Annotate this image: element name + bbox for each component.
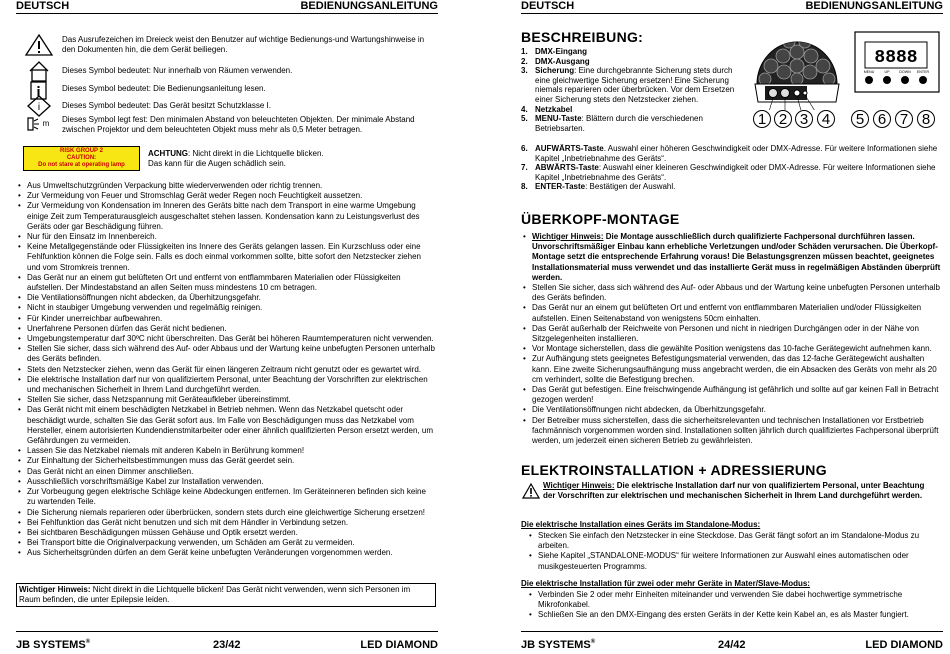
symbol-text-warning: Das Ausrufezeichen im Dreieck weist den Benutzer auf wichtige Bedienungs-und Wartungshinweise in den Dokumenten hin, die dem Gerät beiliegen. bbox=[62, 35, 425, 54]
elektro-warning-text: Die elektrische Installation darf nur von qualifiziertem Personal, unter Beachtung der Vorschriften zur elektrischen und mechanischen Sicherheit in Ihrem Land durchgeführt werden. bbox=[543, 481, 925, 500]
symbol-text-indoor: Dieses Symbol bedeutet: Nur innerhalb von Räumen verwenden. bbox=[62, 66, 293, 75]
safety-list bbox=[16, 181, 436, 559]
warning-label: Wichtiger Hinweis: bbox=[19, 585, 91, 594]
caution-text bbox=[148, 149, 428, 169]
callout-5: 5 bbox=[851, 110, 869, 128]
list-item: • Für Kinder unerreichbar aufbewahren. bbox=[16, 314, 436, 324]
header-doc-title: BEDIENUNGSANLEITUNG bbox=[805, 0, 943, 12]
list-item: • Stecken Sie einfach den Netzstecker in eine Steckdose. Das Gerät fängt sofort an im Standalone-Modus zu arbeiten. bbox=[527, 531, 933, 551]
list-item: • Stets den Netzstecker ziehen, wenn das Gerät für einen längeren Zeitraum nicht genutzt oder es gewartet wird. bbox=[16, 365, 436, 375]
symbol-text-manual: Dieses Symbol bedeutet: Die Bedienungsanleitung lesen. bbox=[62, 84, 266, 93]
list-item: • Das Gerät nur an einem gut belüfteten Ort und entfernt von entflammbaren Materialien und/oder Flüssigkeiten aufstellen. Einen Seitenabstand von wenigstens 50cm einhalten. bbox=[521, 303, 941, 323]
item-number: 3. bbox=[521, 66, 528, 76]
footer-product: LED DIAMOND bbox=[360, 639, 438, 651]
page-footer bbox=[16, 631, 438, 652]
callout-6: 6 bbox=[873, 110, 891, 128]
item-number: 4. bbox=[521, 104, 528, 114]
item-label: MENU-Taste bbox=[535, 114, 582, 124]
page-right bbox=[521, 0, 943, 654]
item-label: DMX-Ausgang bbox=[535, 56, 590, 66]
list-item: • Ausschließlich vorschriftsmäßige Kabel zur Installation verwenden. bbox=[16, 477, 436, 487]
list-item: • Stellen Sie sicher, dass sich während des Auf- oder Abbaus und der Wartung keine unbefugten Personen unterhalb des Geräts befinden. bbox=[521, 283, 941, 303]
item-text: : Bestätigen der Auswahl. bbox=[585, 182, 676, 192]
list-item: • Zur Aufhängung stets geeignetes Befestigungsmaterial verwenden, das das 12-fache Gerätegewicht aushalten kann. Eine zweite Sicherungsaufhängung muss angebracht werden, die ein Absacken des Geräts von mehr als 20 cm verhindert, sollte die Befestigung brechen. bbox=[521, 354, 941, 385]
page-left bbox=[16, 0, 438, 654]
callout-4: 4 bbox=[817, 110, 835, 128]
item-text: : Eine durchgebrannte Sicherung stets durch eine gleichwertige Sicherung ersetzen! Eine Sicherung niemals reparieren oder überbrücken. Vor dem Ersetzen einer Sicherung stets den Netzstecker ziehen. bbox=[535, 66, 735, 104]
header-doc-title: BEDIENUNGSANLEITUNG bbox=[300, 0, 438, 12]
footer-brand-text: JB SYSTEMS bbox=[521, 639, 591, 651]
item-number: 8. bbox=[521, 182, 528, 192]
product-illustration bbox=[743, 22, 943, 110]
list-item: • Umgebungstemperatur darf 30ºC nicht überschreiten. Das Gerät bei höheren Raumtemperaturen nicht verwenden. bbox=[16, 334, 436, 344]
list-item: • Die elektrische Installation darf nur von qualifiziertem Personal, unter Beachtung der Vorschriften zur elektrischen und mechanischen Sicherheit in Ihrem Land durchgeführt werden. bbox=[16, 375, 436, 395]
montage-warning-label: Wichtiger Hinweis: bbox=[532, 232, 604, 241]
svg-text:i: i bbox=[37, 102, 41, 113]
callout-8: 8 bbox=[917, 110, 935, 128]
standalone-list bbox=[527, 531, 933, 572]
item-label: ABWÄRTS-Taste bbox=[535, 163, 599, 173]
led-display: 8888 bbox=[874, 48, 918, 68]
warning-text: Nicht direkt in die Lichtquelle blicken! Das Gerät nicht verwenden, wenn sich Personen im Raum befinden, die unter Epilepsie leiden. bbox=[19, 585, 411, 604]
list-item: • Das Gerät gut befestigen. Eine freischwingende Aufhängung ist gefährlich und sollte auf gar keinen Fall in Betracht gezogen werden! bbox=[521, 385, 941, 405]
min-distance-icon bbox=[24, 112, 54, 134]
button-label-up: UP bbox=[884, 70, 890, 74]
item-label: ENTER-Taste bbox=[535, 182, 586, 192]
list-item: • Stellen Sie sicher, dass Netzspannung mit Geräteaufkleber übereinstimmt. bbox=[16, 395, 436, 405]
page-footer bbox=[521, 631, 943, 652]
item-number: 1. bbox=[521, 47, 528, 56]
footer-brand bbox=[521, 639, 595, 651]
section-title-elektro: ELEKTROINSTALLATION + ADRESSIERUNG bbox=[521, 462, 827, 478]
warning-triangle-icon bbox=[522, 483, 540, 499]
list-item bbox=[521, 182, 941, 192]
elektro-warning bbox=[543, 481, 935, 501]
footer-page-number: 23/42 bbox=[213, 639, 241, 651]
list-item: • Bei Fehlfunktion das Gerät nicht benutzen und sich mit dem Händler in Verbindung setzen. bbox=[16, 518, 436, 528]
footer-reg: ® bbox=[590, 639, 596, 645]
header-language: DEUTSCH bbox=[16, 0, 70, 12]
parts-list-continued bbox=[521, 144, 941, 192]
list-item: • Nicht in staubiger Umgebung verwenden und regelmäßig reinigen. bbox=[16, 303, 436, 313]
item-label: Netzkabel bbox=[535, 104, 573, 114]
list-item: • Unerfahrene Personen dürfen das Gerät nicht bedienen. bbox=[16, 324, 436, 334]
montage-list bbox=[521, 232, 941, 446]
list-item: • Bei sichtbaren Beschädigungen müssen Gehäuse und Optik ersetzt werden. bbox=[16, 528, 436, 538]
list-item: • Das Gerät nicht an einen Dimmer anschließen. bbox=[16, 467, 436, 477]
list-item bbox=[521, 163, 941, 182]
list-item bbox=[521, 144, 941, 163]
elektro-warning-label: Wichtiger Hinweis: bbox=[543, 481, 615, 490]
item-label: DMX-Eingang bbox=[535, 47, 587, 56]
list-item: • Zur Vermeidung von Feuer und Stromschlag Gerät weder Regen noch Feuchtigkeit aussetzen. bbox=[16, 191, 436, 201]
list-item: • Zur Einhaltung der Sicherheitsbestimmungen muss das Gerät geerdet sein. bbox=[16, 456, 436, 466]
standalone-subtitle: Die elektrische Installation eines Geräts im Standalone-Modus: bbox=[521, 520, 761, 529]
button-label-enter: ENTER bbox=[916, 70, 930, 74]
list-item: • Schließen Sie an den DMX-Eingang des ersten Geräts in der Kette kein Kabel an, es als Master fungiert. bbox=[527, 610, 933, 620]
list-item: • Das Gerät nicht mit einem beschädigten Netzkabel in Betrieb nehmen. Wenn das Netzkabel quetscht oder beschädigt wurde, schalten Sie das Gerät sofort aus. Im Falle von Beschädigungen muss das Netzkabel vom Hersteller, einem autorisierten Kundendienstmitarbeiter oder einer ähnlich qualifizierten Person ersetzt werden, um Gefährdungen zu vermeiden. bbox=[16, 405, 436, 446]
list-item: • Das Gerät nur an einem gut belüfteten Ort und entfernt von entflammbaren Materialien oder Flüssigkeiten aufstellen. Der Mindestabstand an allen Seiten muss mindestens 10 cm betragen. bbox=[16, 273, 436, 293]
item-number: 2. bbox=[521, 56, 528, 66]
item-text: : Auswahl einer kleineren Geschwindigkeit oder DMX-Adresse. Für weitere Informationen siehe Kapitel „Inbetriebnahme des Geräts“. bbox=[535, 163, 936, 182]
caution-label: ACHTUNG bbox=[148, 149, 188, 158]
callout-1: 1 bbox=[753, 110, 771, 128]
footer-brand-text: JB SYSTEMS bbox=[16, 639, 86, 651]
page-header bbox=[521, 0, 943, 14]
caution-body-2: Das kann für die Augen schädlich sein. bbox=[148, 159, 286, 168]
list-item: • Die Ventilationsöffnungen nicht abdecken, da Überhitzungsgefahr. bbox=[521, 405, 941, 415]
list-item: • Die Ventilationsöffnungen nicht abdecken, da Überhitzungsgefahr. bbox=[16, 293, 436, 303]
list-item: • Lassen Sie das Netzkabel niemals mit anderen Kabeln in Berührung kommen! bbox=[16, 446, 436, 456]
callout-7: 7 bbox=[895, 110, 913, 128]
risk-group-line3: Do not stare at operating lamp bbox=[38, 162, 125, 168]
list-item: • Vor Montage sicherstellen, dass die gewählte Position wenigstens das 10-fache Gerätegewicht aufnehmen kann. bbox=[521, 344, 941, 354]
list-item bbox=[521, 66, 739, 104]
button-label-down: DOWN bbox=[899, 70, 911, 74]
symbol-text-class: Dieses Symbol bedeutet: Das Gerät besitzt Schutzklasse I. bbox=[62, 101, 271, 110]
svg-text:m: m bbox=[42, 119, 50, 128]
warning-triangle-icon bbox=[24, 34, 54, 56]
item-text: . Auswahl einer höheren Geschwindigkeit oder DMX-Adresse. Für weitere Informationen siehe Kapitel „Inbetriebnahme des Geräts“. bbox=[535, 144, 938, 163]
risk-group-line1: RISK GROUP 2 bbox=[60, 148, 103, 154]
footer-product: LED DIAMOND bbox=[865, 639, 943, 651]
item-label: Sicherung bbox=[535, 66, 575, 76]
item-number: 7. bbox=[521, 163, 528, 173]
list-item bbox=[521, 105, 739, 115]
list-item bbox=[521, 57, 739, 67]
callout-2: 2 bbox=[774, 110, 792, 128]
epilepsy-warning-box bbox=[16, 583, 436, 607]
item-label: AUFWÄRTS-Taste bbox=[535, 144, 604, 153]
list-item: • Der Betreiber muss sicherstellen, dass die sicherheitsrelevanten und technischen Installationen vor Erstbetrieb fachmännisch vorgenommen worden sind. Installationen sollten jährlich durch qualifiziertes Fachpersonal überprüft werden, um jederzeit einen sicheren Betrieb zu gewährleisten. bbox=[521, 416, 941, 447]
list-item bbox=[521, 47, 739, 57]
risk-group-line2: CAUTION: bbox=[66, 155, 97, 161]
header-language: DEUTSCH bbox=[521, 0, 575, 12]
section-title-montage: ÜBERKOPF-MONTAGE bbox=[521, 211, 680, 227]
button-label-menu: MENU bbox=[863, 70, 875, 74]
risk-group-label bbox=[23, 146, 140, 171]
item-text: : Blättern durch die verschiedenen Betriebsarten. bbox=[535, 114, 703, 133]
footer-brand bbox=[16, 639, 90, 651]
caution-body: : Nicht direkt in die Lichtquelle blicken. bbox=[188, 149, 324, 158]
list-item bbox=[521, 114, 739, 133]
list-item: • Das Gerät außerhalb der Reichweite von Personen und nicht in niedrigen Durchgängen oder in der Nähe von Sitzgelegenheiten installieren. bbox=[521, 324, 941, 344]
item-number: 6. bbox=[521, 144, 528, 153]
list-item: • Verbinden Sie 2 oder mehr Einheiten miteinander und verwenden Sie dabei hochwertige symmetrische Mikrofonkabel. bbox=[527, 590, 933, 610]
list-item: • Stellen Sie sicher, dass sich während des Auf- oder Abbaus und der Wartung keine unbefugten Personen unterhalb des Geräts befinden. bbox=[16, 344, 436, 364]
list-item: • Zur Vorbeugung gegen elektrische Schläge keine Abdeckungen entfernen. Im Geräteinneren befinden sich keine zu wartenden Teile. bbox=[16, 487, 436, 507]
master-slave-subtitle: Die elektrische Installation für zwei oder mehr Geräte in Mater/Slave-Modus: bbox=[521, 579, 810, 588]
symbol-text-distance: Dieses Symbol legt fest: Den minimalen Abstand von beleuchteten Objekten. Der minimale Abstand zwischen Projektor und dem beleuchteten Objekt muss mehr als 0,5 Meter betragen. bbox=[62, 115, 415, 134]
section-title-beschreibung: BESCHREIBUNG: bbox=[521, 29, 644, 45]
list-item: • Aus Sicherheitsgründen dürfen an dem Gerät keine unbefugten Veränderungen vorgenommen werden. bbox=[16, 548, 436, 558]
list-item: • Nur für den Einsatz im Innenbereich. bbox=[16, 232, 436, 242]
item-number: 5. bbox=[521, 114, 528, 124]
list-item: • Bei Transport bitte die Originalverpackung verwenden, um Schäden am Gerät zu vermeiden. bbox=[16, 538, 436, 548]
master-slave-list bbox=[527, 590, 933, 621]
callout-3: 3 bbox=[795, 110, 813, 128]
list-item: • Die Sicherung niemals reparieren oder überbrücken, sondern stets durch eine gleichwertige Sicherung ersetzen! bbox=[16, 508, 436, 518]
list-item bbox=[521, 232, 941, 283]
footer-reg: ® bbox=[85, 639, 91, 645]
list-item: • Siehe Kapitel „STANDALONE-MODUS“ für weitere Informationen zur Auswahl eines automatischen oder musikgesteuerten Programms. bbox=[527, 551, 933, 571]
page-header bbox=[16, 0, 438, 14]
footer-page-number: 24/42 bbox=[718, 639, 746, 651]
montage-warning-text: Die Montage ausschließlich durch qualifizierte Fachpersonal durchführen lassen. Unvorschriftsmäßiger Einbau kann erhebliche Verletzungen und/oder Schäden verursachen. Die Überkopf-Montage setzt die entsprechende Erfahrung voraus! Die Belastungsgrenzen müssen beachtet, geeignetes Installationsmaterial muss verwendet und das installierte Gerät muss in regelmäßigen Abständen überprüft werden. bbox=[532, 232, 941, 282]
list-item: • Aus Umweltschutzgründen Verpackung bitte wiederverwenden oder richtig trennen. bbox=[16, 181, 436, 191]
parts-list bbox=[521, 47, 739, 133]
list-item: • Zur Vermeidung von Kondensation im Inneren des Geräts bitte nach dem Transport in eine warme Umgebung einige Zeit zum Temperaturausgleich ausgeschaltet stehen lassen. Kondensation kann zu Leistungsverlust des Geräts oder gar Beschädigung führen. bbox=[16, 201, 436, 232]
list-item: • Keine Metallgegenstände oder Flüssigkeiten ins Innere des Geräts gelangen lassen. Ein Kurzschluss oder eine Fehlfunktion können die Folge sein. Falls es doch einmal vorkommen sollte, bitte sofort den Netzstecker ziehen und vom Stromkreis trennen. bbox=[16, 242, 436, 273]
